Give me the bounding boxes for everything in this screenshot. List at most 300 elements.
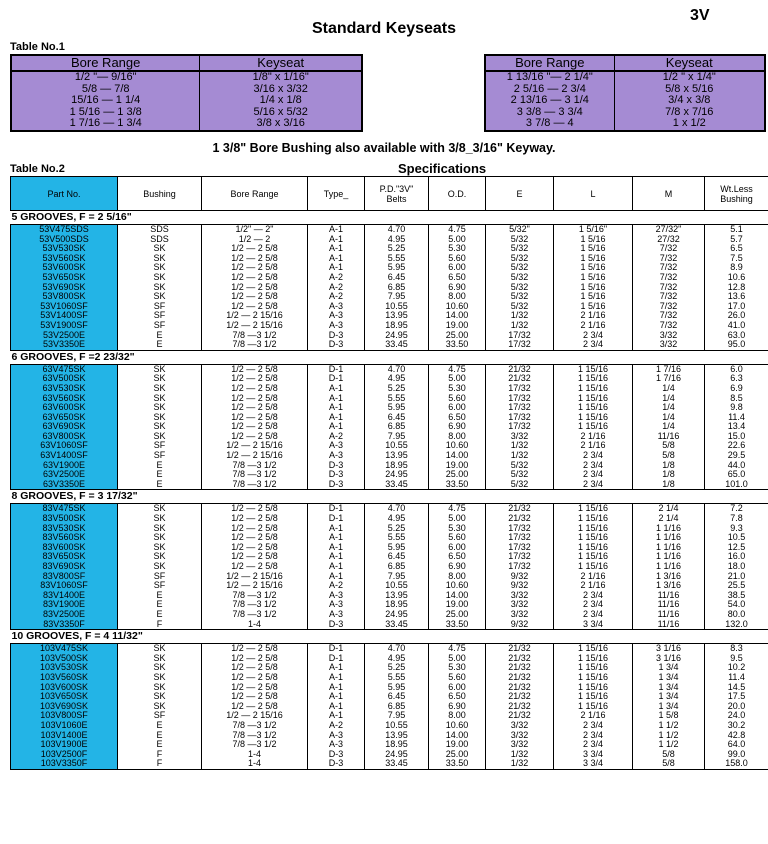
part-number-cell: 83V3350F <box>11 620 118 630</box>
spec-cell: A-1 <box>308 533 365 543</box>
spec-cell: SF <box>118 311 202 321</box>
spec-cell: 1 3/16 <box>633 581 705 591</box>
part-number-cell: 63V1400SF <box>11 451 118 461</box>
part-number-cell: 63V560SK <box>11 394 118 404</box>
part-number-cell: 103V1060E <box>11 721 118 731</box>
spec-cell: SK <box>118 263 202 273</box>
part-number-cell: 103V690SK <box>11 702 118 712</box>
part-number-cell: 53V650SK <box>11 273 118 283</box>
spec-cell: 6.45 <box>365 273 429 283</box>
spec-cell: 10.55 <box>365 441 429 451</box>
spec-cell: 33.50 <box>429 340 486 350</box>
spec-cell: 5.1 <box>705 225 768 235</box>
spec-cell: E <box>118 740 202 750</box>
spec-cell: SK <box>118 273 202 283</box>
spec-cell: A-1 <box>308 394 365 404</box>
group-heading-row <box>11 490 768 504</box>
table2-label: Table No.2 <box>10 163 65 175</box>
keyseat-cell: 1 x 1/2 <box>614 118 765 131</box>
spec-cell: 6.90 <box>429 562 486 572</box>
spec-cell: 1 1/16 <box>633 524 705 534</box>
spec-cell: 1 15/16 <box>554 364 633 374</box>
spec-cell: SK <box>118 283 202 293</box>
spec-cell: 1 1/2 <box>633 721 705 731</box>
spec-cell: 1/2 — 2 5/8 <box>202 413 308 423</box>
spec-cell: 1 5/16 <box>554 302 633 312</box>
part-number-cell: 53V1400SF <box>11 311 118 321</box>
spec-cell: 7.95 <box>365 432 429 442</box>
spec-cell: 3 3/4 <box>554 620 633 630</box>
spec-cell: 19.00 <box>429 740 486 750</box>
spec-cell: 27/32" <box>633 225 705 235</box>
spec-cell: 14.00 <box>429 731 486 741</box>
keyseat-row <box>11 84 362 96</box>
spec-cell: 1 3/16 <box>633 572 705 582</box>
spec-cell: 1 15/16 <box>554 514 633 524</box>
keyseat-header-row <box>11 55 362 71</box>
spec-cell: 1 15/16 <box>554 683 633 693</box>
bore-range-cell: 1 5/16 — 1 3/8 <box>11 107 200 119</box>
spec-cell: 7/8 —3 1/2 <box>202 340 308 350</box>
spec-cell: SK <box>118 432 202 442</box>
spec-cell: A-3 <box>308 302 365 312</box>
spec-cell: 2 1/16 <box>554 311 633 321</box>
spec-cell: 4.70 <box>365 644 429 654</box>
spec-cell: 5.25 <box>365 524 429 534</box>
spec-header-cell: Type_ <box>308 177 365 211</box>
part-number-cell: 63V690SK <box>11 422 118 432</box>
spec-cell: 11.4 <box>705 413 768 423</box>
spec-cell: E <box>118 461 202 471</box>
spec-cell: 6.85 <box>365 422 429 432</box>
spec-cell: SK <box>118 533 202 543</box>
spec-cell: 7/8 —3 1/2 <box>202 591 308 601</box>
spec-cell: 7.95 <box>365 572 429 582</box>
spec-cell: 5/8 <box>633 451 705 461</box>
spec-cell: 1 5/16 <box>554 244 633 254</box>
spec-cell: D-3 <box>308 759 365 769</box>
spec-cell: 7/32 <box>633 311 705 321</box>
spec-header-row <box>11 177 768 211</box>
spec-header-cell: L <box>554 177 633 211</box>
spec-cell: 1 15/16 <box>554 403 633 413</box>
spec-cell: 6.50 <box>429 692 486 702</box>
spec-cell: 5.55 <box>365 394 429 404</box>
spec-cell: SDS <box>118 235 202 245</box>
spec-cell: 1 5/16" <box>554 225 633 235</box>
spec-cell: 7/32 <box>633 273 705 283</box>
spec-cell: SK <box>118 422 202 432</box>
spec-cell: A-1 <box>308 663 365 673</box>
spec-cell: 5/32 <box>486 263 554 273</box>
spec-cell: 17/32 <box>486 331 554 341</box>
spec-cell: 24.95 <box>365 750 429 760</box>
spec-cell: 18.95 <box>365 461 429 471</box>
spec-cell: 4.70 <box>365 364 429 374</box>
spec-cell: 1/32 <box>486 311 554 321</box>
spec-cell: 5.25 <box>365 244 429 254</box>
spec-cell: 3 3/4 <box>554 750 633 760</box>
spec-cell: 33.45 <box>365 759 429 769</box>
spec-cell: 6.90 <box>429 702 486 712</box>
spec-cell: 33.45 <box>365 340 429 350</box>
spec-cell: 1/32 <box>486 759 554 769</box>
keyseat-row <box>11 71 362 84</box>
part-number-cell: 53V560SK <box>11 254 118 264</box>
spec-cell: 6.5 <box>705 244 768 254</box>
spec-cell: 7.95 <box>365 292 429 302</box>
spec-cell: 5.00 <box>429 514 486 524</box>
spec-cell: SK <box>118 644 202 654</box>
spec-cell: 1/2 — 2 5/8 <box>202 283 308 293</box>
part-number-cell: 83V600SK <box>11 543 118 553</box>
keyseat-header-cell: Keyseat <box>614 55 765 71</box>
spec-cell: 5/32 <box>486 470 554 480</box>
part-number-cell: 103V2500F <box>11 750 118 760</box>
spec-cell: 5.95 <box>365 403 429 413</box>
spec-cell: 5.95 <box>365 263 429 273</box>
spec-cell: 1-4 <box>202 759 308 769</box>
spec-cell: SK <box>118 552 202 562</box>
part-number-cell: 53V2500E <box>11 331 118 341</box>
spec-cell: SK <box>118 504 202 514</box>
spec-cell: 18.0 <box>705 562 768 572</box>
part-number-cell: 83V800SF <box>11 572 118 582</box>
spec-cell: 1/4 <box>633 403 705 413</box>
spec-cell: 2 1/16 <box>554 572 633 582</box>
spec-cell: 1/2 — 2 5/8 <box>202 403 308 413</box>
group-heading: 6 GROOVES, F =2 23/32" <box>11 350 768 364</box>
keyseat-table-left <box>10 54 363 132</box>
part-number-cell: 53V1900SF <box>11 321 118 331</box>
bore-range-cell: 1 7/16 — 1 3/4 <box>11 118 200 131</box>
spec-cell: 3/32 <box>486 731 554 741</box>
spec-cell: 1/2 — 2 5/8 <box>202 683 308 693</box>
spec-cell: 5/32 <box>486 254 554 264</box>
spec-cell: F <box>118 620 202 630</box>
spec-cell: 15.0 <box>705 432 768 442</box>
group-heading-row <box>11 211 768 225</box>
spec-cell: SK <box>118 543 202 553</box>
bore-range-cell: 1 13/16 "— 2 1/4" <box>485 71 614 84</box>
part-number-cell: 83V1400E <box>11 591 118 601</box>
spec-cell: 1/2 — 2 5/8 <box>202 663 308 673</box>
spec-cell: 1 5/16 <box>554 292 633 302</box>
spec-cell: 22.6 <box>705 441 768 451</box>
spec-cell: A-1 <box>308 422 365 432</box>
spec-cell: 19.00 <box>429 461 486 471</box>
spec-cell: 7/8 —3 1/2 <box>202 470 308 480</box>
spec-cell: 7/32 <box>633 263 705 273</box>
spec-cell: 5.55 <box>365 254 429 264</box>
spec-cell: 1/2 — 2 5/8 <box>202 504 308 514</box>
keyseat-cell: 1/8" x 1/16" <box>200 71 362 84</box>
spec-cell: 21/32 <box>486 673 554 683</box>
spec-cell: A-3 <box>308 451 365 461</box>
spec-cell: 1 1/16 <box>633 562 705 572</box>
spec-cell: 2 1/16 <box>554 432 633 442</box>
group-heading: 10 GROOVES, F = 4 11/32" <box>11 630 768 644</box>
spec-cell: D-3 <box>308 620 365 630</box>
spec-cell: A-3 <box>308 441 365 451</box>
spec-cell: A-3 <box>308 600 365 610</box>
spec-cell: 2 3/4 <box>554 600 633 610</box>
spec-cell: 5.95 <box>365 543 429 553</box>
part-number-cell: 83V650SK <box>11 552 118 562</box>
spec-cell: 10.60 <box>429 581 486 591</box>
spec-cell: 1/2 — 2 5/8 <box>202 673 308 683</box>
spec-cell: 1-4 <box>202 620 308 630</box>
spec-cell: 21/32 <box>486 711 554 721</box>
spec-cell: 1 1/16 <box>633 552 705 562</box>
spec-cell: 1/4 <box>633 413 705 423</box>
spec-cell: 5.60 <box>429 533 486 543</box>
spec-cell: 1/2 — 2 5/8 <box>202 552 308 562</box>
spec-cell: 3 1/16 <box>633 654 705 664</box>
spec-cell: 6.85 <box>365 702 429 712</box>
spec-cell: A-2 <box>308 273 365 283</box>
spec-cell: 6.85 <box>365 562 429 572</box>
spec-cell: SK <box>118 702 202 712</box>
spec-cell: E <box>118 610 202 620</box>
spec-cell: E <box>118 470 202 480</box>
spec-cell: 5.60 <box>429 254 486 264</box>
spec-cell: 21/32 <box>486 374 554 384</box>
spec-cell: 7/8 —3 1/2 <box>202 721 308 731</box>
spec-cell: 9/32 <box>486 581 554 591</box>
spec-cell: 1 15/16 <box>554 413 633 423</box>
spec-cell: 1 3/4 <box>633 673 705 683</box>
spec-cell: 24.95 <box>365 331 429 341</box>
keyseat-cell: 3/16 x 3/32 <box>200 84 362 96</box>
bore-range-cell: 5/8 — 7/8 <box>11 84 200 96</box>
spec-cell: 1/2 — 2 15/16 <box>202 311 308 321</box>
part-number-cell: 53V475SDS <box>11 225 118 235</box>
spec-cell: 24.0 <box>705 711 768 721</box>
spec-header-cell: E <box>486 177 554 211</box>
spec-cell: 4.70 <box>365 225 429 235</box>
spec-cell: SF <box>118 711 202 721</box>
spec-cell: 7.5 <box>705 254 768 264</box>
spec-cell: 2 1/16 <box>554 321 633 331</box>
part-number-cell: 63V2500E <box>11 470 118 480</box>
part-number-cell: 53V800SK <box>11 292 118 302</box>
spec-cell: 9.5 <box>705 654 768 664</box>
spec-cell: 1/32 <box>486 750 554 760</box>
spec-cell: 1/2 — 2 5/8 <box>202 514 308 524</box>
spec-cell: D-1 <box>308 644 365 654</box>
spec-cell: 1/32 <box>486 441 554 451</box>
keyseat-header-row <box>485 55 765 71</box>
page-title: Standard Keyseats <box>311 20 457 37</box>
spec-cell: 6.3 <box>705 374 768 384</box>
spec-cell: 10.5 <box>705 533 768 543</box>
spec-cell: E <box>118 340 202 350</box>
spec-cell: 1/8 <box>633 461 705 471</box>
spec-cell: A-1 <box>308 384 365 394</box>
spec-cell: 4.75 <box>429 644 486 654</box>
spec-cell: SF <box>118 441 202 451</box>
spec-cell: 132.0 <box>705 620 768 630</box>
spec-cell: D-3 <box>308 331 365 341</box>
spec-cell: 158.0 <box>705 759 768 769</box>
spec-cell: 7/32 <box>633 321 705 331</box>
spec-cell: 17/32 <box>486 422 554 432</box>
spec-cell: 7/8 —3 1/2 <box>202 600 308 610</box>
spec-cell: E <box>118 721 202 731</box>
keyseat-row <box>11 118 362 131</box>
spec-cell: 13.4 <box>705 422 768 432</box>
spec-cell: 1/2 — 2 5/8 <box>202 702 308 712</box>
part-number-cell: 83V500SK <box>11 514 118 524</box>
spec-cell: SF <box>118 451 202 461</box>
spec-cell: A-3 <box>308 591 365 601</box>
spec-cell: 27/32 <box>633 235 705 245</box>
spec-cell: 1/2 — 2 5/8 <box>202 543 308 553</box>
spec-cell: 1/2 — 2 5/8 <box>202 384 308 394</box>
bore-range-cell: 2 5/16 — 2 3/4 <box>485 84 614 96</box>
spec-cell: 95.0 <box>705 340 768 350</box>
spec-cell: 25.5 <box>705 581 768 591</box>
keyseat-row <box>485 95 765 107</box>
spec-cell: 1 3/4 <box>633 692 705 702</box>
spec-cell: 5/32 <box>486 461 554 471</box>
spec-cell: 5.7 <box>705 235 768 245</box>
part-number-cell: 53V1060SF <box>11 302 118 312</box>
spec-cell: 21/32 <box>486 663 554 673</box>
spec-cell: 4.95 <box>365 654 429 664</box>
spec-cell: A-3 <box>308 610 365 620</box>
spec-cell: D-3 <box>308 340 365 350</box>
part-number-cell: 103V1400E <box>11 731 118 741</box>
spec-cell: 2 3/4 <box>554 480 633 490</box>
spec-cell: 21/32 <box>486 364 554 374</box>
spec-cell: 10.55 <box>365 581 429 591</box>
spec-cell: 1/32 <box>486 451 554 461</box>
spec-cell: SF <box>118 302 202 312</box>
keyseat-header-cell: Bore Range <box>11 55 200 71</box>
spec-cell: 38.5 <box>705 591 768 601</box>
spec-cell: 21/32 <box>486 514 554 524</box>
spec-cell: 10.2 <box>705 663 768 673</box>
spec-cell: 3/32 <box>486 740 554 750</box>
part-number-cell: 63V500SK <box>11 374 118 384</box>
spec-cell: 17/32 <box>486 533 554 543</box>
spec-cell: A-1 <box>308 235 365 245</box>
part-number-cell: 103V530SK <box>11 663 118 673</box>
spec-cell: 1/2 — 2 5/8 <box>202 654 308 664</box>
spec-cell: A-1 <box>308 552 365 562</box>
spec-cell: 21/32 <box>486 692 554 702</box>
spec-cell: 3 1/16 <box>633 644 705 654</box>
spec-cell: 4.95 <box>365 374 429 384</box>
spec-cell: 1/2" — 2" <box>202 225 308 235</box>
spec-cell: 5/32 <box>486 273 554 283</box>
part-number-cell: 53V530SK <box>11 244 118 254</box>
spec-cell: 9/32 <box>486 572 554 582</box>
spec-cell: 1 15/16 <box>554 644 633 654</box>
keyseat-cell: 3/8 x 3/16 <box>200 118 362 131</box>
spec-cell: 17/32 <box>486 340 554 350</box>
table1-label: Table No.1 <box>10 41 65 53</box>
spec-cell: 1/32 <box>486 321 554 331</box>
spec-cell: 1/2 — 2 5/8 <box>202 524 308 534</box>
spec-cell: 2 3/4 <box>554 740 633 750</box>
spec-cell: 8.9 <box>705 263 768 273</box>
spec-cell: 1 15/16 <box>554 562 633 572</box>
group-heading-row <box>11 630 768 644</box>
spec-cell: 2 1/16 <box>554 581 633 591</box>
spec-cell: 7/32 <box>633 254 705 264</box>
spec-cell: SK <box>118 244 202 254</box>
spec-cell: 1/2 — 2 5/8 <box>202 692 308 702</box>
spec-cell: D-3 <box>308 750 365 760</box>
spec-cell: 33.45 <box>365 480 429 490</box>
spec-cell: 1/4 <box>633 394 705 404</box>
spec-cell: 7.95 <box>365 711 429 721</box>
spec-cell: 9.8 <box>705 403 768 413</box>
part-number-cell: 53V600SK <box>11 263 118 273</box>
keyseat-cell: 1/4 x 1/8 <box>200 95 362 107</box>
spec-cell: E <box>118 731 202 741</box>
spec-cell: 4.70 <box>365 504 429 514</box>
spec-cell: 6.9 <box>705 384 768 394</box>
spec-cell: 5.30 <box>429 384 486 394</box>
keyseat-row <box>485 71 765 84</box>
spec-cell: 2 1/16 <box>554 441 633 451</box>
spec-cell: 5/32" <box>486 225 554 235</box>
spec-cell: 21/32 <box>486 654 554 664</box>
spec-cell: 1 15/16 <box>554 374 633 384</box>
part-number-cell: 83V2500E <box>11 610 118 620</box>
keyseat-cell: 7/8 x 7/16 <box>614 107 765 119</box>
spec-cell: 5.55 <box>365 533 429 543</box>
keyseat-header-cell: Bore Range <box>485 55 614 71</box>
spec-cell: 21/32 <box>486 504 554 514</box>
spec-cell: 2 3/4 <box>554 731 633 741</box>
spec-cell: 1/2 — 2 5/8 <box>202 292 308 302</box>
spec-cell: SDS <box>118 225 202 235</box>
spec-cell: 17/32 <box>486 384 554 394</box>
spec-cell: SK <box>118 394 202 404</box>
spec-cell: D-1 <box>308 654 365 664</box>
spec-cell: 5.60 <box>429 673 486 683</box>
spec-cell: E <box>118 600 202 610</box>
part-number-cell: 103V800SF <box>11 711 118 721</box>
spec-cell: 1 15/16 <box>554 394 633 404</box>
spec-cell: 6.50 <box>429 273 486 283</box>
keyseat-table-right <box>484 54 766 132</box>
spec-cell: SF <box>118 581 202 591</box>
spec-cell: 4.95 <box>365 514 429 524</box>
spec-cell: A-1 <box>308 543 365 553</box>
part-number-cell: 53V500SDS <box>11 235 118 245</box>
spec-cell: 5.00 <box>429 654 486 664</box>
spec-cell: SK <box>118 663 202 673</box>
spec-cell: 3/32 <box>486 721 554 731</box>
spec-cell: 4.75 <box>429 364 486 374</box>
spec-cell: 1/2 — 2 5/8 <box>202 302 308 312</box>
spec-cell: 17/32 <box>486 394 554 404</box>
part-number-cell: 103V3350F <box>11 759 118 769</box>
spec-header-cell: M <box>633 177 705 211</box>
spec-cell: D-1 <box>308 374 365 384</box>
spec-cell: A-2 <box>308 432 365 442</box>
spec-cell: A-1 <box>308 673 365 683</box>
spec-cell: 5.95 <box>365 683 429 693</box>
spec-cell: A-1 <box>308 711 365 721</box>
spec-cell: 5/8 <box>633 759 705 769</box>
